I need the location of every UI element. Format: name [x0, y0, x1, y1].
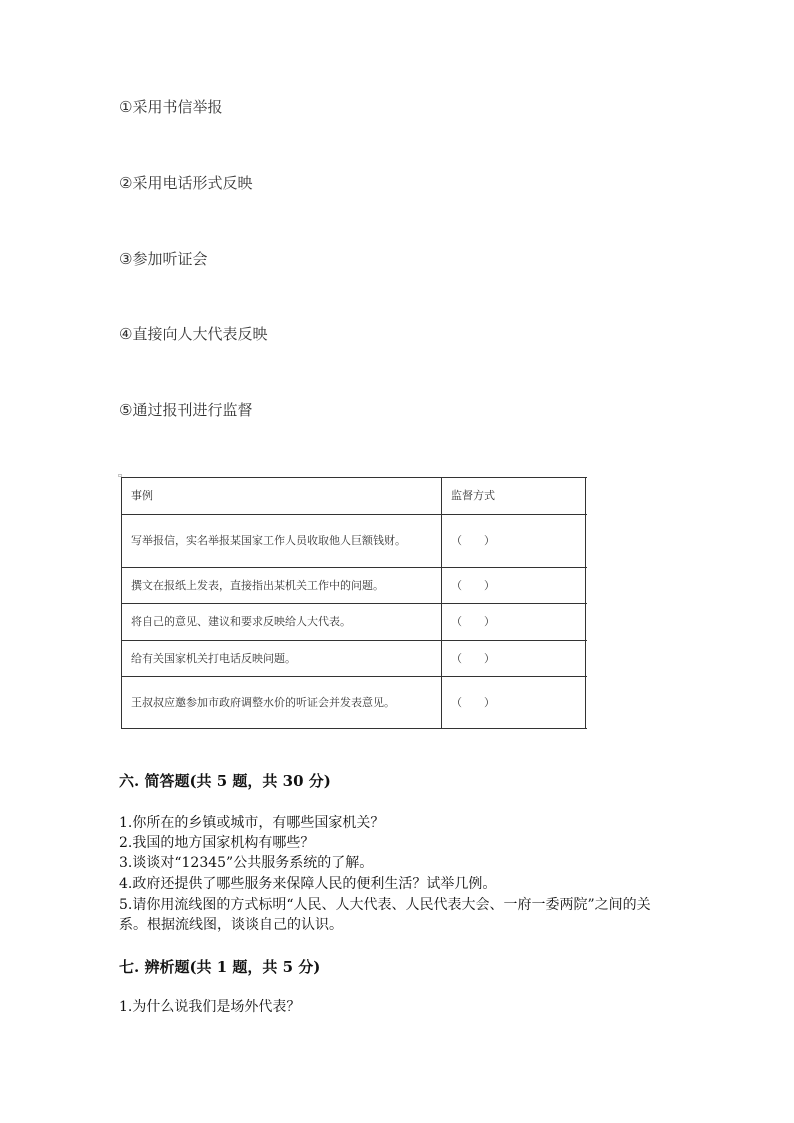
header-case: 事例	[122, 478, 442, 515]
question-6-2: 2.我国的地方国家机构有哪些？	[119, 835, 315, 851]
answer-cell[interactable]: （ ）	[442, 677, 588, 729]
table-right-border	[585, 477, 586, 728]
table-row	[122, 568, 588, 604]
case-cell: 将自己的意见、建议和要求反映给人大代表。	[122, 604, 442, 641]
table-row	[122, 515, 588, 568]
table-row	[122, 641, 588, 677]
option-4: ④直接向人大代表反映	[119, 325, 268, 343]
question-6-3: 3.谈谈对“12345”公共服务系统的了解。	[119, 855, 374, 871]
option-1: ①采用书信举报	[119, 98, 223, 116]
question-7-1: 1.为什么说我们是场外代表？	[119, 999, 301, 1015]
section-6-title: 六. 简答题(共 5 题，共 30 分)	[119, 772, 331, 790]
supervision-table	[121, 477, 587, 729]
case-cell: 给有关国家机关打电话反映问题。	[122, 641, 442, 677]
case-cell: 王叔叔应邀参加市政府调整水价的听证会并发表意见。	[122, 677, 442, 729]
option-5: ⑤通过报刊进行监督	[119, 401, 253, 419]
question-6-1: 1.你所在的乡镇或城市，有哪些国家机关？	[119, 815, 385, 831]
table-anchor-mark: ▫	[118, 472, 123, 479]
answer-cell[interactable]: （ ）	[442, 568, 588, 604]
header-method: 监督方式	[442, 478, 588, 515]
option-2: ②采用电话形式反映	[119, 174, 253, 192]
answer-cell[interactable]: （ ）	[442, 604, 588, 641]
case-cell: 写举报信，实名举报某国家工作人员收取他人巨额钱财。	[122, 515, 442, 568]
section-7-title: 七. 辨析题(共 1 题，共 5 分)	[119, 958, 321, 976]
answer-cell[interactable]: （ ）	[442, 641, 588, 677]
table-row	[122, 677, 588, 729]
table-row	[122, 604, 588, 641]
option-3: ③参加听证会	[119, 250, 208, 268]
question-6-5: 5.请你用流线图的方式标明“人民、人大代表、人民代表大会、一府一委两院”之间的关系。根据流线图，谈谈自己的认识。	[119, 897, 651, 933]
answer-cell[interactable]: （ ）	[442, 515, 588, 568]
case-cell: 撰文在报纸上发表，直接指出某机关工作中的问题。	[122, 568, 442, 604]
question-6-4: 4.政府还提供了哪些服务来保障人民的便利生活？试举几例。	[119, 876, 497, 892]
table-header-row	[122, 478, 588, 515]
